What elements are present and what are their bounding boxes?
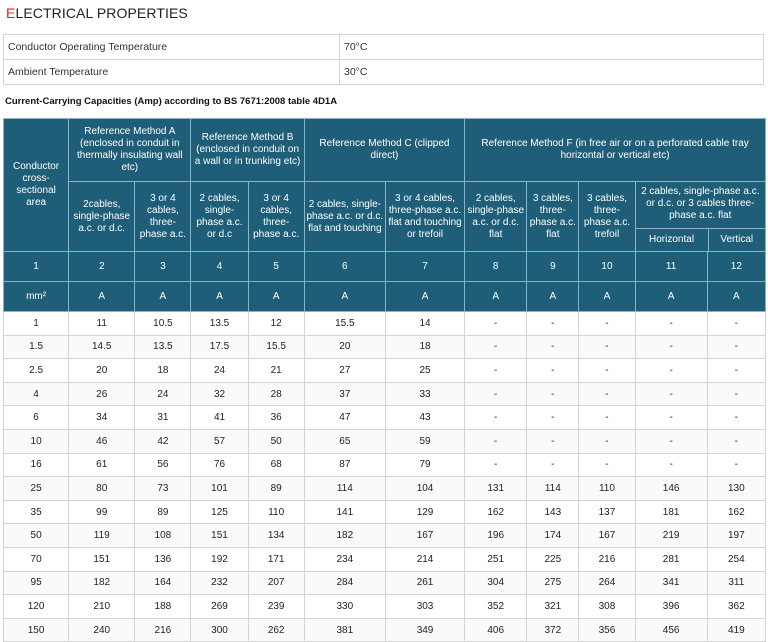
capacity-cell: 33 xyxy=(385,382,464,406)
capacity-cell: 17.5 xyxy=(191,335,248,359)
capacity-cell: 24 xyxy=(191,359,248,383)
capacity-cell: 456 xyxy=(635,618,707,642)
column-number: 6 xyxy=(304,252,385,282)
capacity-cell: 167 xyxy=(385,524,464,548)
capacity-cell: 119 xyxy=(69,524,135,548)
capacity-cell: 114 xyxy=(527,477,579,501)
property-label: Ambient Temperature xyxy=(4,60,340,85)
area-cell: 95 xyxy=(4,571,69,595)
header-sub: 3 or 4 cables, three-phase a.c. xyxy=(135,182,191,252)
capacity-cell: 182 xyxy=(304,524,385,548)
capacity-cell: 262 xyxy=(248,618,304,642)
column-unit: A xyxy=(527,282,579,312)
capacity-cell: 87 xyxy=(304,453,385,477)
header-method-a: Reference Method A (enclosed in conduit in thermally insulating wall etc) xyxy=(69,119,191,182)
page-title-rest: LECTRICAL PROPERTIES xyxy=(15,5,188,21)
area-cell: 16 xyxy=(4,453,69,477)
capacity-cell: - xyxy=(465,406,527,430)
column-number: 4 xyxy=(191,252,248,282)
property-row xyxy=(4,35,764,60)
property-label: Conductor Operating Temperature xyxy=(4,35,340,60)
capacity-cell: 281 xyxy=(635,547,707,571)
column-unit: A xyxy=(707,282,765,312)
capacity-cell: 114 xyxy=(304,477,385,501)
properties-table xyxy=(3,34,764,85)
header-vertical: Vertical xyxy=(720,234,754,245)
header-area: Conductor cross-sectional area xyxy=(4,119,69,252)
capacity-cell: 137 xyxy=(579,500,635,524)
capacity-cell: 372 xyxy=(527,618,579,642)
header-method-f: Reference Method F (in free air or on a perforated cable tray horizontal or vertical etc) xyxy=(465,119,766,182)
capacity-cell: 57 xyxy=(191,429,248,453)
capacity-cell: - xyxy=(579,406,635,430)
capacity-cell: 89 xyxy=(135,500,191,524)
capacity-cell: 216 xyxy=(579,547,635,571)
capacity-cell: - xyxy=(527,382,579,406)
capacity-cell: 197 xyxy=(707,524,765,548)
capacity-cell: 171 xyxy=(248,547,304,571)
area-cell: 2.5 xyxy=(4,359,69,383)
capacity-cell: - xyxy=(707,453,765,477)
capacity-cell: 146 xyxy=(635,477,707,501)
capacity-cell: 275 xyxy=(527,571,579,595)
capacity-cell: 341 xyxy=(635,571,707,595)
header-sub: 2 cables, single-phase a.c. or d.c. or 3 cables three-phase a.c. flat xyxy=(641,186,760,221)
capacity-cell: - xyxy=(635,312,707,336)
capacity-cell: 151 xyxy=(69,547,135,571)
capacity-cell: - xyxy=(635,335,707,359)
capacity-cell: 143 xyxy=(527,500,579,524)
capacity-cell: 50 xyxy=(248,429,304,453)
header-horizontal: Horizontal xyxy=(636,229,709,251)
capacity-cell: 269 xyxy=(191,595,248,619)
column-number: 1 xyxy=(4,252,69,282)
capacity-cell: 21 xyxy=(248,359,304,383)
capacity-cell: 162 xyxy=(707,500,765,524)
capacity-cell: 303 xyxy=(385,595,464,619)
table-row xyxy=(4,382,766,406)
capacity-cell: 162 xyxy=(465,500,527,524)
column-number: 3 xyxy=(135,252,191,282)
capacity-cell: 349 xyxy=(385,618,464,642)
capacity-cell: - xyxy=(579,453,635,477)
area-cell: 4 xyxy=(4,382,69,406)
capacity-cell: 134 xyxy=(248,524,304,548)
capacity-cell: - xyxy=(527,335,579,359)
table-row xyxy=(4,477,766,501)
table-row xyxy=(4,547,766,571)
capacity-cell: 254 xyxy=(707,547,765,571)
capacity-cell: - xyxy=(465,382,527,406)
capacity-cell: 89 xyxy=(248,477,304,501)
table-row xyxy=(4,571,766,595)
capacity-cell: 80 xyxy=(69,477,135,501)
column-unit: A xyxy=(304,282,385,312)
capacity-cell: 56 xyxy=(135,453,191,477)
capacity-cell: - xyxy=(635,359,707,383)
area-cell: 25 xyxy=(4,477,69,501)
capacity-cell: 192 xyxy=(191,547,248,571)
capacity-cell: 188 xyxy=(135,595,191,619)
header-row-numbers xyxy=(4,252,766,282)
header-sub: 3 or 4 cables, three-phase a.c. flat and touching or trefoil xyxy=(385,182,464,252)
column-number: 2 xyxy=(69,252,135,282)
capacity-cell: 129 xyxy=(385,500,464,524)
table-row xyxy=(4,429,766,453)
capacity-cell: - xyxy=(527,312,579,336)
capacity-cell: 151 xyxy=(191,524,248,548)
capacity-cell: - xyxy=(579,429,635,453)
capacity-cell: - xyxy=(465,429,527,453)
capacity-cell: 31 xyxy=(135,406,191,430)
capacity-cell: 20 xyxy=(304,335,385,359)
capacity-cell: - xyxy=(579,359,635,383)
capacity-cell: 381 xyxy=(304,618,385,642)
header-sub: 3 or 4 cables, three-phase a.c. xyxy=(248,182,304,252)
capacity-cell: 73 xyxy=(135,477,191,501)
capacity-cell: - xyxy=(635,453,707,477)
capacity-cell: 219 xyxy=(635,524,707,548)
column-unit: A xyxy=(385,282,464,312)
capacity-cell: 28 xyxy=(248,382,304,406)
capacity-cell: 14.5 xyxy=(69,335,135,359)
capacity-cell: 261 xyxy=(385,571,464,595)
table-row xyxy=(4,524,766,548)
capacity-cell: - xyxy=(527,359,579,383)
area-cell: 120 xyxy=(4,595,69,619)
capacity-cell: - xyxy=(465,312,527,336)
page-title-first-letter: E xyxy=(6,5,16,21)
capacity-cell: 46 xyxy=(69,429,135,453)
capacity-cell: 304 xyxy=(465,571,527,595)
table-row xyxy=(4,453,766,477)
column-number: 5 xyxy=(248,252,304,282)
capacity-cell: 14 xyxy=(385,312,464,336)
table-row xyxy=(4,500,766,524)
capacity-cell: 182 xyxy=(69,571,135,595)
area-cell: 70 xyxy=(4,547,69,571)
capacity-cell: 43 xyxy=(385,406,464,430)
capacity-cell: 264 xyxy=(579,571,635,595)
capacity-cell: 110 xyxy=(248,500,304,524)
column-unit: A xyxy=(579,282,635,312)
capacity-cell: 216 xyxy=(135,618,191,642)
capacity-cell: 99 xyxy=(69,500,135,524)
capacity-cell: 207 xyxy=(248,571,304,595)
capacity-cell: 234 xyxy=(304,547,385,571)
capacity-cell: 25 xyxy=(385,359,464,383)
capacity-cell: 47 xyxy=(304,406,385,430)
capacity-cell: 251 xyxy=(465,547,527,571)
capacity-cell: 362 xyxy=(707,595,765,619)
column-number: 8 xyxy=(465,252,527,282)
capacity-cell: 330 xyxy=(304,595,385,619)
area-cell: 1.5 xyxy=(4,335,69,359)
column-unit: mm² xyxy=(4,282,69,312)
capacity-cell: 240 xyxy=(69,618,135,642)
capacity-cell: 396 xyxy=(635,595,707,619)
capacity-cell: 104 xyxy=(385,477,464,501)
capacity-cell: 101 xyxy=(191,477,248,501)
capacity-cell: 174 xyxy=(527,524,579,548)
header-sub: 2cables, single-phase a.c. or d.c. xyxy=(69,182,135,252)
capacity-cell: 59 xyxy=(385,429,464,453)
capacity-cell: 36 xyxy=(248,406,304,430)
capacity-cell: 210 xyxy=(69,595,135,619)
capacity-cell: 311 xyxy=(707,571,765,595)
capacity-cell: 18 xyxy=(135,359,191,383)
column-number: 11 xyxy=(635,252,707,282)
column-number: 12 xyxy=(707,252,765,282)
table-row xyxy=(4,406,766,430)
capacity-cell: - xyxy=(635,406,707,430)
column-number: 7 xyxy=(385,252,464,282)
capacity-cell: - xyxy=(579,335,635,359)
capacity-cell: - xyxy=(527,453,579,477)
capacity-cell: 108 xyxy=(135,524,191,548)
capacity-cell: 232 xyxy=(191,571,248,595)
capacity-cell: 196 xyxy=(465,524,527,548)
column-unit: A xyxy=(465,282,527,312)
capacity-cell: 65 xyxy=(304,429,385,453)
table-body xyxy=(4,312,766,642)
area-cell: 6 xyxy=(4,406,69,430)
area-cell: 1 xyxy=(4,312,69,336)
capacity-cell: 42 xyxy=(135,429,191,453)
column-unit: A xyxy=(135,282,191,312)
capacity-cell: 13.5 xyxy=(135,335,191,359)
capacity-cell: - xyxy=(707,312,765,336)
header-row-cables xyxy=(4,182,766,252)
capacity-cell: 15.5 xyxy=(304,312,385,336)
table-row xyxy=(4,359,766,383)
header-method-b: Reference Method B (enclosed in conduit on a wall or in trunking etc) xyxy=(191,119,304,182)
column-unit: A xyxy=(191,282,248,312)
header-sub-f-group xyxy=(635,182,765,252)
capacity-cell: 308 xyxy=(579,595,635,619)
property-value: 70°C xyxy=(340,35,764,60)
capacity-cell: 131 xyxy=(465,477,527,501)
capacity-cell: 419 xyxy=(707,618,765,642)
capacity-cell: 284 xyxy=(304,571,385,595)
column-unit: A xyxy=(248,282,304,312)
capacity-cell: - xyxy=(707,429,765,453)
capacity-cell: 125 xyxy=(191,500,248,524)
capacity-cell: 110 xyxy=(579,477,635,501)
capacity-cell: 406 xyxy=(465,618,527,642)
capacity-cell: - xyxy=(707,382,765,406)
capacity-cell: 27 xyxy=(304,359,385,383)
table-row xyxy=(4,595,766,619)
header-row-methods xyxy=(4,119,766,182)
capacity-cell: 20 xyxy=(69,359,135,383)
column-number: 10 xyxy=(579,252,635,282)
header-sub: 2 cables, single-phase a.c. or d.c. flat and touching xyxy=(304,182,385,252)
capacity-cell: - xyxy=(707,359,765,383)
property-row xyxy=(4,60,764,85)
capacity-cell: 61 xyxy=(69,453,135,477)
capacity-cell: 79 xyxy=(385,453,464,477)
capacity-cell: 321 xyxy=(527,595,579,619)
capacity-cell: - xyxy=(707,335,765,359)
capacity-cell: 352 xyxy=(465,595,527,619)
capacity-cell: 18 xyxy=(385,335,464,359)
capacity-cell: 26 xyxy=(69,382,135,406)
header-sub: 2 cables, single-phase a.c. or d.c xyxy=(191,182,248,252)
column-number: 9 xyxy=(527,252,579,282)
header-method-c: Reference Method C (clipped direct) xyxy=(304,119,464,182)
capacity-table xyxy=(3,118,766,642)
capacity-cell: - xyxy=(579,382,635,406)
capacity-cell: 167 xyxy=(579,524,635,548)
area-cell: 50 xyxy=(4,524,69,548)
capacity-cell: 239 xyxy=(248,595,304,619)
header-row-units xyxy=(4,282,766,312)
capacity-cell: 76 xyxy=(191,453,248,477)
header-sub: 2 cables, single-phase a.c. or d.c. flat xyxy=(465,182,527,252)
capacity-cell: - xyxy=(465,335,527,359)
capacity-cell: - xyxy=(465,453,527,477)
capacity-cell: 130 xyxy=(707,477,765,501)
capacity-cell: 181 xyxy=(635,500,707,524)
capacity-cell: - xyxy=(707,406,765,430)
table-row xyxy=(4,335,766,359)
capacity-cell: 10.5 xyxy=(135,312,191,336)
table-subtitle: Current-Carrying Capacities (Amp) according to BS 7671:2008 table 4D1A xyxy=(5,96,338,107)
capacity-cell: 32 xyxy=(191,382,248,406)
header-sub: 3 cables, three-phase a.c. trefoil xyxy=(579,182,635,252)
column-unit: A xyxy=(635,282,707,312)
capacity-cell: 13.5 xyxy=(191,312,248,336)
capacity-cell: 11 xyxy=(69,312,135,336)
capacity-cell: - xyxy=(527,429,579,453)
property-value: 30°C xyxy=(340,60,764,85)
capacity-cell: 37 xyxy=(304,382,385,406)
capacity-cell: - xyxy=(527,406,579,430)
capacity-cell: 41 xyxy=(191,406,248,430)
capacity-cell: 300 xyxy=(191,618,248,642)
capacity-cell: - xyxy=(465,359,527,383)
capacity-cell: 225 xyxy=(527,547,579,571)
area-cell: 35 xyxy=(4,500,69,524)
capacity-cell: 141 xyxy=(304,500,385,524)
capacity-cell: 15.5 xyxy=(248,335,304,359)
capacity-cell: - xyxy=(579,312,635,336)
header-sub: 3 cables, three-phase a.c. flat xyxy=(527,182,579,252)
capacity-cell: 24 xyxy=(135,382,191,406)
capacity-cell: - xyxy=(635,382,707,406)
column-unit: A xyxy=(69,282,135,312)
area-cell: 10 xyxy=(4,429,69,453)
capacity-cell: 164 xyxy=(135,571,191,595)
capacity-cell: 136 xyxy=(135,547,191,571)
page-title xyxy=(6,5,188,21)
table-row xyxy=(4,312,766,336)
capacity-cell: 12 xyxy=(248,312,304,336)
capacity-cell: 34 xyxy=(69,406,135,430)
area-cell: 150 xyxy=(4,618,69,642)
capacity-cell: 68 xyxy=(248,453,304,477)
capacity-cell: - xyxy=(635,429,707,453)
table-row xyxy=(4,618,766,642)
capacity-cell: 356 xyxy=(579,618,635,642)
capacity-cell: 214 xyxy=(385,547,464,571)
